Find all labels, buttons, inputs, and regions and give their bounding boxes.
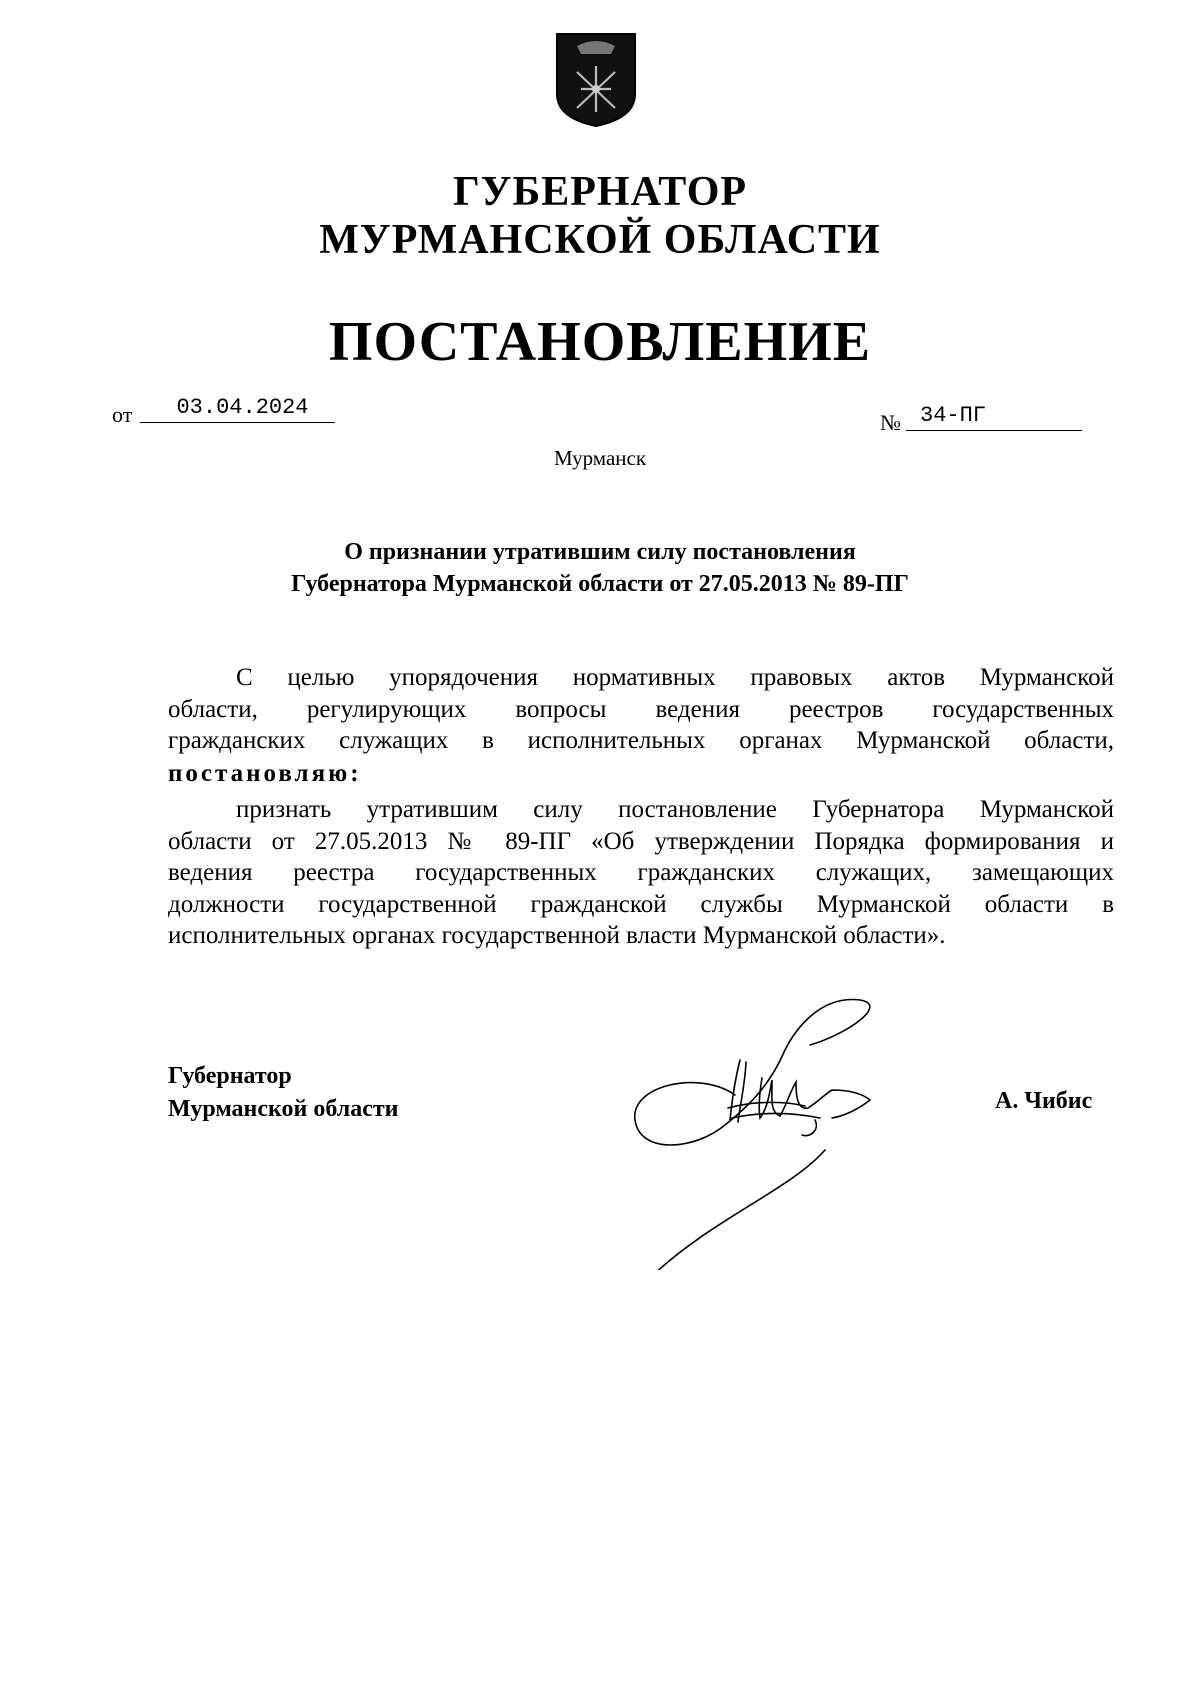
body-line: области от 27.05.2013 № 89-ПГ «Об утверждении Порядка формирования и — [168, 827, 1114, 855]
subject-line2: Губернатора Мурманской области от 27.05.2013 № 89-ПГ — [291, 571, 909, 597]
document-date: 03.04.2024 — [140, 394, 335, 423]
city-name: Мурманск — [553, 446, 647, 470]
body-line: области, регулирующих вопросы ведения реестров государственных — [168, 695, 1114, 723]
document-type-heading: ПОСТАНОВЛЕНИЕ — [328, 311, 872, 373]
body-paragraph-2 — [168, 794, 1114, 952]
signatory-position — [168, 1060, 398, 1126]
body-line: С целью упорядочения нормативных правовых актов Мурманской — [236, 664, 1114, 691]
date-prefix: от — [112, 402, 133, 427]
signatory-name: А. Чибис — [995, 1088, 1093, 1114]
body-line: исполнительных органах государственной власти Мурманской области». — [168, 922, 946, 949]
document-number: 34-ПГ — [906, 402, 1082, 431]
subject-line1: О признании утратившим силу постановления — [344, 539, 856, 565]
decree-word: постановляю: — [168, 760, 362, 787]
body-line: должности государственной гражданской службы Мурманской области в — [168, 890, 1114, 918]
signatory-position-line2: Мурманской области — [168, 1096, 399, 1122]
body-line: признать утратившим силу постановление Губернатора Мурманской — [236, 796, 1114, 823]
coat-of-arms-icon — [555, 32, 637, 128]
number-prefix: № — [880, 410, 901, 435]
body-paragraph-1 — [168, 662, 1114, 757]
authority-title-line1: ГУБЕРНАТОР — [452, 169, 748, 215]
handwritten-signature — [620, 990, 900, 1270]
body-line: гражданских служащих в исполнительных органах Мурманской области, — [168, 727, 1114, 754]
signatory-position-line1: Губернатор — [168, 1063, 292, 1089]
authority-title-line2: МУРМАНСКОЙ ОБЛАСТИ — [319, 217, 881, 263]
body-line: ведения реестра государственных гражданских служащих, замещающих — [168, 859, 1114, 886]
